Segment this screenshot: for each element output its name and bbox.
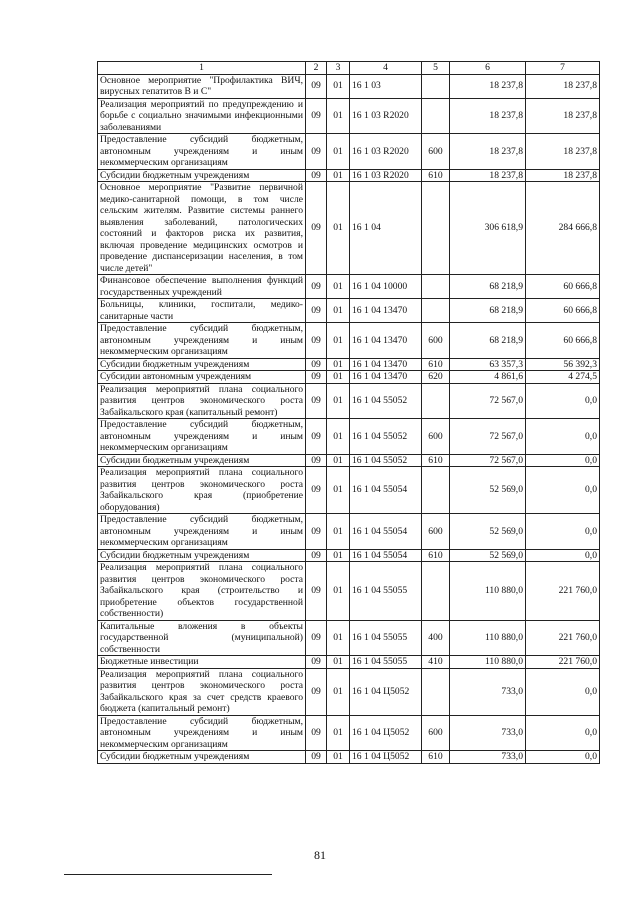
subsection-code-cell: 01 [327, 715, 350, 751]
expense-type-cell: 600 [422, 419, 450, 455]
amount-year-2-cell: 18 237,8 [526, 98, 600, 134]
header-cell: 4 [350, 62, 422, 75]
section-code-cell: 09 [306, 275, 327, 299]
header-cell: 5 [422, 62, 450, 75]
target-article-cell: 16 1 04 Ц5052 [350, 668, 422, 715]
subsection-code-cell: 01 [327, 751, 350, 764]
amount-year-2-cell: 4 274,5 [526, 371, 600, 384]
expense-type-cell [422, 467, 450, 514]
subsection-code-cell: 01 [327, 98, 350, 134]
target-article-cell: 16 1 04 13470 [350, 299, 422, 323]
amount-year-1-cell: 68 218,9 [450, 299, 526, 323]
target-article-cell: 16 1 04 10000 [350, 275, 422, 299]
section-code-cell: 09 [306, 299, 327, 323]
table-row [98, 419, 600, 455]
section-code-cell: 09 [306, 562, 327, 621]
target-article-cell: 16 1 04 Ц5052 [350, 715, 422, 751]
table-row [98, 620, 600, 656]
amount-year-1-cell: 733,0 [450, 668, 526, 715]
amount-year-1-cell: 52 569,0 [450, 467, 526, 514]
footnote-divider [64, 874, 272, 875]
expense-type-cell [422, 562, 450, 621]
section-code-cell: 09 [306, 371, 327, 384]
header-cell: 2 [306, 62, 327, 75]
table-row [98, 323, 600, 359]
target-article-cell: 16 1 04 [350, 182, 422, 275]
amount-year-2-cell: 60 666,8 [526, 275, 600, 299]
subsection-code-cell: 01 [327, 514, 350, 550]
table-row [98, 715, 600, 751]
expense-type-cell [422, 275, 450, 299]
table-row [98, 454, 600, 467]
amount-year-1-cell: 18 237,8 [450, 169, 526, 182]
row-name-cell: Субсидии бюджетным учреждениям [98, 169, 306, 182]
subsection-code-cell: 01 [327, 358, 350, 371]
expense-type-cell: 610 [422, 751, 450, 764]
section-code-cell: 09 [306, 715, 327, 751]
section-code-cell: 09 [306, 383, 327, 419]
table-row [98, 182, 600, 275]
target-article-cell: 16 1 04 55055 [350, 562, 422, 621]
amount-year-1-cell: 18 237,8 [450, 98, 526, 134]
target-article-cell: 16 1 04 55055 [350, 620, 422, 656]
target-article-cell: 16 1 04 55054 [350, 467, 422, 514]
table-header-row [98, 62, 600, 75]
expense-type-cell [422, 668, 450, 715]
target-article-cell: 16 1 04 13470 [350, 371, 422, 384]
row-name-cell: Основное мероприятие "Профилактика ВИЧ, вирусных гепатитов В и С" [98, 74, 306, 98]
expense-type-cell: 610 [422, 169, 450, 182]
subsection-code-cell: 01 [327, 668, 350, 715]
target-article-cell: 16 1 03 [350, 74, 422, 98]
table-body [98, 62, 600, 764]
section-code-cell: 09 [306, 620, 327, 656]
row-name-cell: Предоставление субсидий бюджетным, автономным учреждениям и иным некоммерческим организациям [98, 715, 306, 751]
table-row [98, 74, 600, 98]
expense-type-cell [422, 98, 450, 134]
amount-year-1-cell: 72 567,0 [450, 383, 526, 419]
amount-year-1-cell: 733,0 [450, 715, 526, 751]
target-article-cell: 16 1 04 55055 [350, 656, 422, 669]
expense-type-cell: 610 [422, 454, 450, 467]
amount-year-1-cell: 72 567,0 [450, 454, 526, 467]
target-article-cell: 16 1 03 R2020 [350, 98, 422, 134]
table-row [98, 169, 600, 182]
row-name-cell: Больницы, клиники, госпитали, медико-санитарные части [98, 299, 306, 323]
row-name-cell: Предоставление субсидий бюджетным, автономным учреждениям и иным некоммерческим организациям [98, 134, 306, 170]
table-row [98, 371, 600, 384]
target-article-cell: 16 1 04 55052 [350, 454, 422, 467]
table-row [98, 98, 600, 134]
row-name-cell: Реализация мероприятий плана социального развития центров экономического роста Забайкальского края (капитальный ремонт) [98, 383, 306, 419]
subsection-code-cell: 01 [327, 562, 350, 621]
row-name-cell: Капитальные вложения в объекты государственной (муниципальной) собственности [98, 620, 306, 656]
expense-type-cell: 400 [422, 620, 450, 656]
amount-year-1-cell: 110 880,0 [450, 562, 526, 621]
amount-year-2-cell: 221 760,0 [526, 620, 600, 656]
amount-year-2-cell: 18 237,8 [526, 74, 600, 98]
amount-year-1-cell: 110 880,0 [450, 620, 526, 656]
subsection-code-cell: 01 [327, 169, 350, 182]
page-number: 81 [314, 848, 326, 862]
amount-year-1-cell: 18 237,8 [450, 74, 526, 98]
target-article-cell: 16 1 04 13470 [350, 358, 422, 371]
section-code-cell: 09 [306, 323, 327, 359]
expense-type-cell: 600 [422, 514, 450, 550]
table-row [98, 275, 600, 299]
amount-year-1-cell: 52 569,0 [450, 514, 526, 550]
table-row [98, 668, 600, 715]
amount-year-2-cell: 60 666,8 [526, 323, 600, 359]
section-code-cell: 09 [306, 549, 327, 562]
target-article-cell: 16 1 04 55054 [350, 514, 422, 550]
expense-type-cell [422, 182, 450, 275]
row-name-cell: Основное мероприятие "Развитие первичной медико-санитарной помощи, в том числе сельским жителям. Развитие системы раннего выявления заболеваний, патологических состояний и факторов риска их развития, включая проведение медицинских осмотров и проведение диспансеризации населения, в том числе детей" [98, 182, 306, 275]
target-article-cell: 16 1 04 55052 [350, 383, 422, 419]
section-code-cell: 09 [306, 514, 327, 550]
subsection-code-cell: 01 [327, 454, 350, 467]
expense-type-cell [422, 299, 450, 323]
amount-year-1-cell: 63 357,3 [450, 358, 526, 371]
amount-year-1-cell: 733,0 [450, 751, 526, 764]
section-code-cell: 09 [306, 134, 327, 170]
expense-type-cell [422, 74, 450, 98]
table-row [98, 383, 600, 419]
table-row [98, 656, 600, 669]
header-cell: 1 [98, 62, 306, 75]
amount-year-1-cell: 306 618,9 [450, 182, 526, 275]
amount-year-2-cell: 221 760,0 [526, 562, 600, 621]
header-cell: 6 [450, 62, 526, 75]
amount-year-1-cell: 68 218,9 [450, 323, 526, 359]
row-name-cell: Реализация мероприятий плана социального развития центров экономического роста Забайкальского края (приобретение оборудования) [98, 467, 306, 514]
section-code-cell: 09 [306, 656, 327, 669]
row-name-cell: Субсидии бюджетным учреждениям [98, 751, 306, 764]
expense-type-cell: 610 [422, 358, 450, 371]
section-code-cell: 09 [306, 74, 327, 98]
row-name-cell: Предоставление субсидий бюджетным, автономным учреждениям и иным некоммерческим организациям [98, 323, 306, 359]
amount-year-2-cell: 56 392,3 [526, 358, 600, 371]
amount-year-2-cell: 18 237,8 [526, 134, 600, 170]
subsection-code-cell: 01 [327, 371, 350, 384]
expense-type-cell: 410 [422, 656, 450, 669]
amount-year-1-cell: 68 218,9 [450, 275, 526, 299]
expense-type-cell: 620 [422, 371, 450, 384]
expense-type-cell: 600 [422, 134, 450, 170]
subsection-code-cell: 01 [327, 549, 350, 562]
subsection-code-cell: 01 [327, 656, 350, 669]
row-name-cell: Бюджетные инвестиции [98, 656, 306, 669]
subsection-code-cell: 01 [327, 620, 350, 656]
table-row [98, 562, 600, 621]
amount-year-2-cell: 0,0 [526, 751, 600, 764]
table-row [98, 514, 600, 550]
row-name-cell: Финансовое обеспечение выполнения функций государственных учреждений [98, 275, 306, 299]
expense-type-cell: 610 [422, 549, 450, 562]
table-row [98, 549, 600, 562]
amount-year-2-cell: 221 760,0 [526, 656, 600, 669]
amount-year-2-cell: 18 237,8 [526, 169, 600, 182]
amount-year-1-cell: 72 567,0 [450, 419, 526, 455]
section-code-cell: 09 [306, 467, 327, 514]
row-name-cell: Реализация мероприятий плана социального развития центров экономического роста Забайкальского края (строительство и приобретение объектов государственной собственности) [98, 562, 306, 621]
header-cell: 7 [526, 62, 600, 75]
target-article-cell: 16 1 04 55054 [350, 549, 422, 562]
expense-type-cell: 600 [422, 715, 450, 751]
table-row [98, 358, 600, 371]
row-name-cell: Субсидии бюджетным учреждениям [98, 454, 306, 467]
subsection-code-cell: 01 [327, 383, 350, 419]
amount-year-2-cell: 0,0 [526, 467, 600, 514]
amount-year-1-cell: 4 861,6 [450, 371, 526, 384]
table-row [98, 134, 600, 170]
target-article-cell: 16 1 04 Ц5052 [350, 751, 422, 764]
subsection-code-cell: 01 [327, 323, 350, 359]
table-row [98, 751, 600, 764]
amount-year-1-cell: 18 237,8 [450, 134, 526, 170]
subsection-code-cell: 01 [327, 299, 350, 323]
table-row [98, 299, 600, 323]
amount-year-1-cell: 110 880,0 [450, 656, 526, 669]
expense-type-cell [422, 383, 450, 419]
amount-year-2-cell: 0,0 [526, 383, 600, 419]
subsection-code-cell: 01 [327, 467, 350, 514]
amount-year-2-cell: 60 666,8 [526, 299, 600, 323]
section-code-cell: 09 [306, 98, 327, 134]
subsection-code-cell: 01 [327, 74, 350, 98]
row-name-cell: Предоставление субсидий бюджетным, автономным учреждениям и иным некоммерческим организациям [98, 419, 306, 455]
amount-year-2-cell: 0,0 [526, 715, 600, 751]
target-article-cell: 16 1 03 R2020 [350, 169, 422, 182]
table-row [98, 467, 600, 514]
subsection-code-cell: 01 [327, 419, 350, 455]
amount-year-2-cell: 0,0 [526, 668, 600, 715]
section-code-cell: 09 [306, 751, 327, 764]
amount-year-2-cell: 0,0 [526, 514, 600, 550]
budget-table [97, 61, 600, 764]
section-code-cell: 09 [306, 358, 327, 371]
row-name-cell: Субсидии бюджетным учреждениям [98, 358, 306, 371]
subsection-code-cell: 01 [327, 275, 350, 299]
row-name-cell: Реализация мероприятий плана социального развития центров экономического роста Забайкальского края за счет средств краевого бюджета (капитальный ремонт) [98, 668, 306, 715]
section-code-cell: 09 [306, 668, 327, 715]
row-name-cell: Реализация мероприятий по предупреждению и борьбе с социально значимыми инфекционными заболеваниями [98, 98, 306, 134]
amount-year-2-cell: 0,0 [526, 549, 600, 562]
section-code-cell: 09 [306, 169, 327, 182]
header-cell: 3 [327, 62, 350, 75]
expense-type-cell: 600 [422, 323, 450, 359]
section-code-cell: 09 [306, 454, 327, 467]
amount-year-2-cell: 0,0 [526, 419, 600, 455]
target-article-cell: 16 1 03 R2020 [350, 134, 422, 170]
amount-year-2-cell: 0,0 [526, 454, 600, 467]
section-code-cell: 09 [306, 419, 327, 455]
amount-year-2-cell: 284 666,8 [526, 182, 600, 275]
subsection-code-cell: 01 [327, 134, 350, 170]
row-name-cell: Субсидии автономным учреждениям [98, 371, 306, 384]
section-code-cell: 09 [306, 182, 327, 275]
row-name-cell: Субсидии бюджетным учреждениям [98, 549, 306, 562]
row-name-cell: Предоставление субсидий бюджетным, автономным учреждениям и иным некоммерческим организациям [98, 514, 306, 550]
target-article-cell: 16 1 04 13470 [350, 323, 422, 359]
target-article-cell: 16 1 04 55052 [350, 419, 422, 455]
amount-year-1-cell: 52 569,0 [450, 549, 526, 562]
subsection-code-cell: 01 [327, 182, 350, 275]
